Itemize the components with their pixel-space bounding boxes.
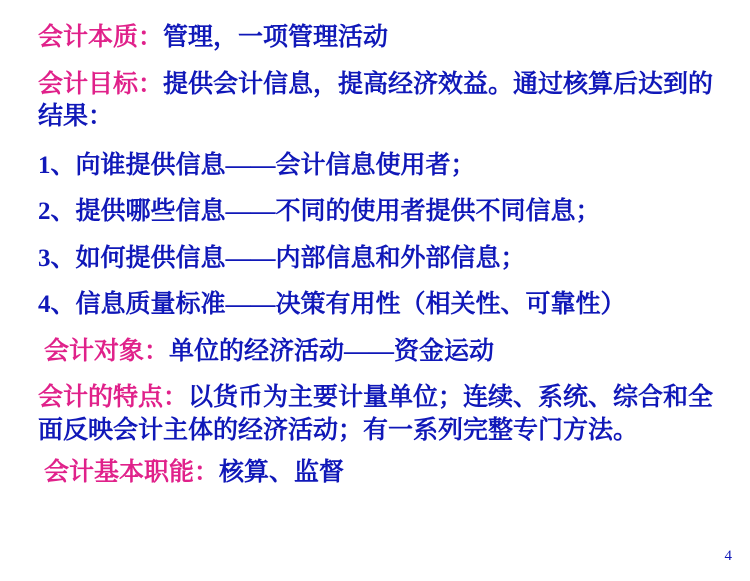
list-item-3-number: 3、 [38, 244, 76, 272]
text-accounting-functions: 核算、监督 [219, 459, 345, 486]
text-accounting-goal: 提供会计信息，提高经济效益。通过核算后达到的结果： [38, 70, 714, 130]
text-accounting-features: 以货币为主要计量单位；连续、系统、综合和全面反映会计主体的经济活动；有一系列完整专门方法。 [38, 384, 714, 444]
list-item-1 [38, 150, 720, 183]
list-item-1-number: 1、 [38, 151, 76, 179]
label-accounting-functions: 会计基本职能： [44, 459, 220, 486]
list-item-1-text: 向谁提供信息——会计信息使用者； [75, 151, 476, 179]
text-accounting-object: 单位的经济活动——资金运动 [169, 337, 495, 365]
label-accounting-essence: 会计本质： [38, 24, 164, 51]
list-item-3 [38, 243, 720, 276]
list-item-4-text: 信息质量标准——决策有用性（相关性、可靠性） [75, 291, 626, 318]
list-item-2-number: 2、 [38, 198, 76, 225]
page-number: 4 [724, 548, 732, 564]
text-accounting-essence: 管理，一项管理活动 [163, 24, 389, 51]
label-accounting-object: 会计对象： [44, 337, 170, 365]
text-line-essence [38, 22, 720, 55]
text-line-object [38, 336, 720, 369]
list-item-4 [38, 289, 720, 322]
list-item-2-text: 提供哪些信息——不同的使用者提供不同信息； [75, 198, 601, 225]
text-line-functions [38, 457, 720, 490]
text-line-goal [38, 69, 720, 134]
list-item-2 [38, 196, 720, 229]
list-item-4-number: 4、 [38, 291, 76, 318]
label-accounting-features: 会计的特点： [38, 384, 189, 411]
label-accounting-goal: 会计目标： [38, 70, 164, 98]
text-line-features [38, 382, 720, 447]
list-item-3-text: 如何提供信息——内部信息和外部信息； [75, 244, 526, 272]
